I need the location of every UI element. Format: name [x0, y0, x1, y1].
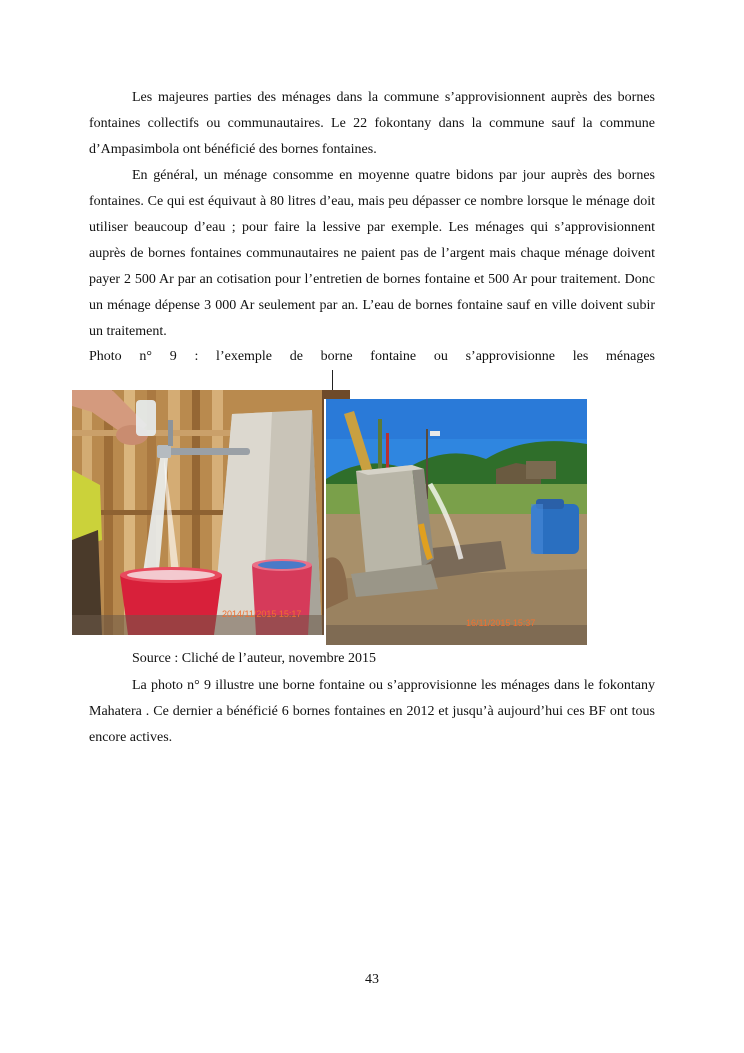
photo-source: Source : Cliché de l’auteur, novembre 2015	[132, 651, 376, 666]
top-text-block	[89, 85, 655, 345]
photo-left-timestamp: 2014/11/2015 15:17	[222, 609, 302, 619]
paragraph-water-supply: Les majeures parties des ménages dans la commune s’approvisionnent auprès des bornes fontaines collectifs ou communautaires. Le 22 fokontany dans la commune sauf la commune d’Ampasimbola ont bénéficié des bornes fontaines.	[89, 90, 655, 157]
photo-caption: Photo n° 9 : l’exemple de borne fontaine ou s’approvisionne les ménages	[89, 349, 655, 364]
photo-tap-bucket-image	[72, 390, 350, 635]
photo-tap-bucket	[72, 390, 350, 635]
paragraph-consumption: En général, un ménage consomme en moyenne quatre bidons par jour auprès des bornes fontaines. Ce qui est équivaut à 80 litres d’eau, mais peu dépasser ce nombre lorsque le ménage doit utiliser beaucoup d’eau ; pour faire la lessive par exemple. Les ménages qui s’approvisionnent auprès de bornes fontaines communautaires ne paient pas de l’argent mais chaque ménage doivent payer 2 500 Ar par an cotisation pour l’entretien de bornes fontaine et 500 Ar pour traitement. Donc un ménage dépense 3 000 Ar seulement par an. L’eau de bornes fontaine sauf en ville doivent subir un traitement.	[89, 168, 655, 339]
page-number: 43	[365, 972, 379, 987]
photo-right-timestamp: 16/11/2015 15:37	[466, 618, 536, 628]
photo-borne-fontaine	[326, 399, 587, 645]
bottom-text-block	[89, 673, 655, 751]
text-cursor	[332, 370, 333, 390]
photo-borne-fontaine-image	[326, 399, 587, 645]
paragraph-photo-description: La photo n° 9 illustre une borne fontaine ou s’approvisionne les ménages dans le fokontany Mahatera . Ce dernier a bénéficié 6 bornes fontaines en 2012 et jusqu’à aujourd’hui ces BF ont tous encore actives.	[89, 678, 655, 745]
